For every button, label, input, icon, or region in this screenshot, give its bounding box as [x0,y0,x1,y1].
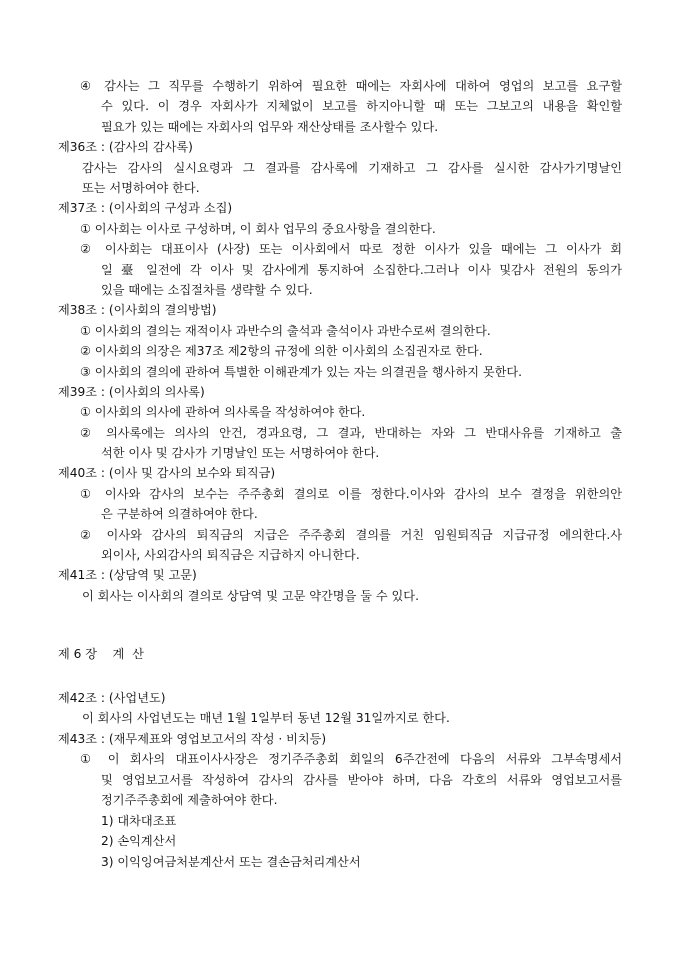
article-41-heading: 제41조 : (상담역 및 고문) [58,568,197,582]
chapter-6-heading: 제 6 장 계 산 [58,647,144,661]
article-35-item-4-line-1: ④ 감사는 그 직무를 수행하기 위하여 필요한 때에는 자회사에 대하여 영업의 보고를 요구할 [80,79,622,93]
article-43-item-1-line-3: 정기주주총회에 제출하여야 한다. [101,793,278,807]
article-37-item-2-line-3: 있을 때에는 소집절차를 생략할 수 있다. [101,283,313,297]
article-37-item-2-line-1: ② 이사회는 대표이사 (사장) 또는 이사회에서 따로 정한 이사가 있을 때에는 그 이사가 회 [80,242,622,256]
article-42-line-1: 이 회사의 사업년도는 매년 1월 1일부터 동년 12월 31일까지로 한다. [82,711,450,725]
article-43-list-item-2: 2) 손익계산서 [101,834,177,848]
article-40-item-1-line-1: ① 이사와 감사의 보수는 주주총회 결의로 이를 정한다.이사와 감사의 보수 결정을 위한의안 [80,487,622,501]
article-36-line-2: 또는 서명하여야 한다. [82,181,200,195]
article-39-item-2-line-1: ② 의사록에는 의사의 안건, 경과요령, 그 결과, 반대하는 자와 그 반대사유를 기재하고 출 [80,426,622,440]
article-41-line-1: 이 회사는 이사회의 결의로 상담역 및 고문 약간명을 둘 수 있다. [82,589,419,603]
article-40-item-2-line-2: 외이사, 사외감사의 퇴직금은 지급하지 아니한다. [101,548,360,562]
article-43-heading: 제43조 : (재무제표와 영업보고서의 작성 · 비치등) [58,732,327,746]
article-35-item-4-line-2: 수 있다. 이 경우 자회사가 지체없이 보고를 하지아니할 때 또는 그보고의 내용을 확인할 [101,99,622,113]
article-40-heading: 제40조 : (이사 및 감사의 보수와 퇴직금) [58,466,276,480]
article-37-item-1: ① 이사회는 이사로 구성하며, 이 회사 업무의 중요사항을 결의한다. [80,222,436,236]
article-40-item-2-line-1: ② 이사와 감사의 퇴직금의 지급은 주주총회 결의를 거친 임원퇴직금 지급규정 에의한다.사 [80,528,622,542]
article-38-item-1: ① 이사회의 결의는 재적이사 과반수의 출석과 출석이사 과반수로써 결의한다. [80,324,491,338]
article-40-item-1-line-2: 은 구분하여 의결하여야 한다. [101,507,258,521]
article-37-heading: 제37조 : (이사회의 구성과 소집) [58,201,233,215]
article-38-item-3: ③ 이사회의 결의에 관하여 특별한 이해관계가 있는 자는 의결권을 행사하지 못한다. [80,365,523,379]
article-35-item-4-line-3: 필요가 있는 때에는 자회사의 업무와 재산상태를 조사할수 있다. [101,120,439,134]
article-43-list-item-1: 1) 대차대조표 [101,814,177,828]
article-36-heading: 제36조 : (감사의 감사록) [58,140,193,154]
article-42-heading: 제42조 : (사업년도) [58,691,166,705]
article-43-item-1-line-1: ① 이 회사의 대표이사사장은 정기주주총회 회일의 6주간전에 다음의 서류와 그부속명세서 [80,752,622,766]
article-43-list-item-3: 3) 이익잉여금처분계산서 또는 결손금처리계산서 [101,855,361,869]
article-37-item-2-line-2: 일 臺 일전에 각 이사 및 감사에게 통지하여 소집한다.그러나 이사 및감사 전원의 동의가 [101,263,622,277]
article-39-heading: 제39조 : (이사회의 의사록) [58,385,205,399]
article-38-item-2: ② 이사회의 의장은 제37조 제2항의 규정에 의한 이사회의 소집권자로 한다. [80,344,483,358]
article-43-item-1-line-2: 및 영업보고서를 작성하여 감사의 감사를 받아야 하며, 다음 각호의 서류와 영업보고서를 [101,773,622,787]
article-38-heading: 제38조 : (이사회의 결의방법) [58,303,217,317]
article-39-item-2-line-2: 석한 이사 및 감사가 기명날인 또는 서명하여야 한다. [101,446,380,460]
article-36-line-1: 감사는 감사의 실시요령과 그 결과를 감사록에 기재하고 그 감사를 실시한 감사가기명날인 [82,161,622,175]
article-39-item-1: ① 이사회의 의사에 관하여 의사록을 작성하여야 한다. [80,405,366,419]
